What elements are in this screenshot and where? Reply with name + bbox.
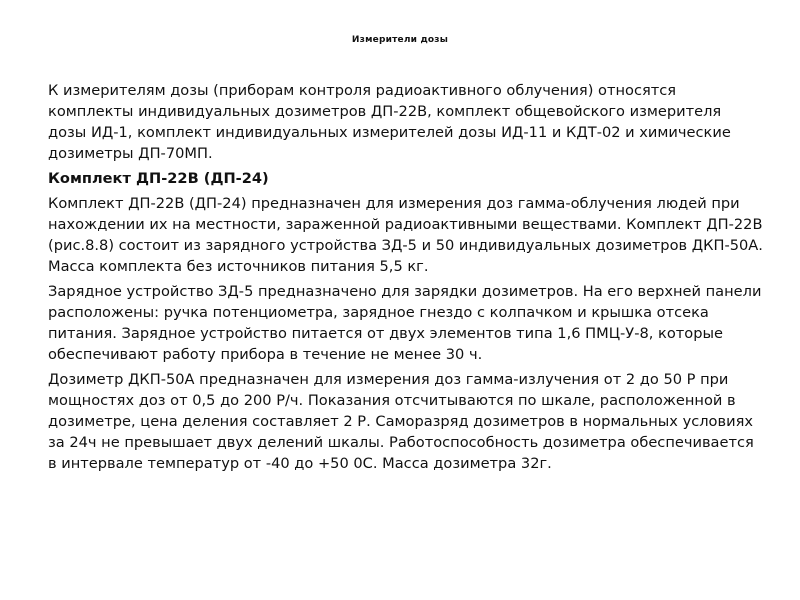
intro-paragraph: К измерителям дозы (приборам контроля радиоактивного облучения) относятся комплекты индивидуальных дозиметров ДП-22В, комплект общевойского измерителя дозы ИД-1, комплект индивидуальных измерителей дозы ИД-11 и КДТ-02 и химические дозиметры ДП-70МП.	[48, 82, 731, 162]
dosimeter-paragraph: Дозиметр ДКП-50А предназначен для измерения доз гамма-излучения от 2 до 50 Р при мощностях доз от 0,5 до 200 Р/ч. Показания отсчитываются по шкале, расположенной в дозиметре, цена деления составляет 2 Р. Саморазряд дозиметров в нормальных условиях за 24ч не превышает двух делений шкалы. Работоспособность дозиметра обеспечивается в интервале температур от -40 до +50 0С. Масса дозиметра 32г.	[48, 371, 754, 472]
slide-body	[48, 80, 763, 478]
slide-title: Измерители дозы	[351, 35, 449, 45]
kit-paragraph: Комплект ДП-22В (ДП-24) предназначен для измерения доз гамма-облучения людей при нахождении их на местности, зараженной радиоактивными веществами. Комплект ДП-22В (рис.8.8) состоит из зарядного устройства ЗД-5 и 50 индивидуальных дозиметров ДКП-50А. Масса комплекта без источников питания 5,5 кг.	[48, 195, 763, 275]
charger-paragraph: Зарядное устройство ЗД-5 предназначено для зарядки дозиметров. На его верхней панели расположены: ручка потенциометра, зарядное гнездо с колпачком и крышка отсека питания. Зарядное устройство питается от двух элементов типа 1,6 ПМЦ-У-8, которые обеспечивают работу прибора в течение не менее 30 ч.	[48, 283, 762, 363]
section-heading: Комплект ДП-22В (ДП-24)	[48, 170, 269, 187]
